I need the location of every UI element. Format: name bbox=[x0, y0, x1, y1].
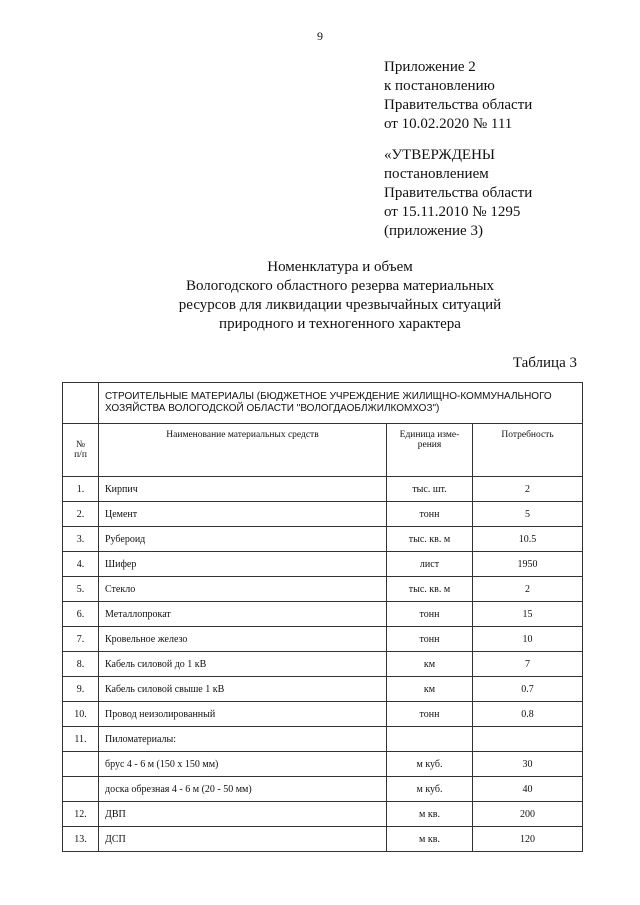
row-need: 30 bbox=[473, 752, 583, 777]
row-need: 1950 bbox=[473, 552, 583, 577]
row-name: Стекло bbox=[99, 577, 387, 602]
row-name: Рубероид bbox=[99, 527, 387, 552]
table-row bbox=[63, 702, 583, 727]
row-unit: тонн bbox=[387, 502, 473, 527]
row-unit: тонн bbox=[387, 602, 473, 627]
row-need: 5 bbox=[473, 502, 583, 527]
row-need: 200 bbox=[473, 802, 583, 827]
table-row bbox=[63, 627, 583, 652]
row-name: Металлопрокат bbox=[99, 602, 387, 627]
table-row bbox=[63, 827, 583, 852]
header-unit-line1: Единица изме- bbox=[399, 430, 460, 440]
row-unit bbox=[387, 727, 473, 752]
row-num: 9. bbox=[63, 677, 99, 702]
table-row bbox=[63, 727, 583, 752]
row-name: Цемент bbox=[99, 502, 387, 527]
table-row bbox=[63, 552, 583, 577]
header-unit bbox=[387, 424, 473, 477]
header-row bbox=[63, 424, 583, 477]
title-line: Номенклатура и объем bbox=[267, 259, 413, 275]
row-num: 11. bbox=[63, 727, 99, 752]
row-unit: тонн bbox=[387, 702, 473, 727]
table-row bbox=[63, 527, 583, 552]
row-name: Кровельное железо bbox=[99, 627, 387, 652]
row-unit: км bbox=[387, 652, 473, 677]
row-name: Пиломатериалы: bbox=[99, 727, 387, 752]
table-row bbox=[63, 652, 583, 677]
row-num: 6. bbox=[63, 602, 99, 627]
row-num: 8. bbox=[63, 652, 99, 677]
page-number: 9 bbox=[317, 29, 323, 43]
title-line: природного и техногенного характера bbox=[219, 316, 461, 332]
row-unit: км bbox=[387, 677, 473, 702]
approved-line: «УТВЕРЖДЕНЫ bbox=[384, 147, 496, 163]
row-need: 10.5 bbox=[473, 527, 583, 552]
title-line: Вологодского областного резерва материальных bbox=[186, 278, 494, 294]
header-num bbox=[63, 424, 99, 477]
row-unit: м куб. bbox=[387, 752, 473, 777]
row-need: 7 bbox=[473, 652, 583, 677]
row-need: 2 bbox=[473, 477, 583, 502]
category-title: СТРОИТЕЛЬНЫЕ МАТЕРИАЛЫ (БЮДЖЕТНОЕ УЧРЕЖДЕНИЕ ЖИЛИЩНО-КОММУНАЛЬНОГО ХОЗЯЙСТВА ВОЛОГОДСКОЙ ОБЛАСТИ "ВОЛОГДАОБЛЖИЛКОМХОЗ") bbox=[99, 383, 583, 424]
row-unit: тыс. кв. м bbox=[387, 577, 473, 602]
row-need: 15 bbox=[473, 602, 583, 627]
table-row bbox=[63, 802, 583, 827]
row-unit: м куб. bbox=[387, 777, 473, 802]
row-name: Шифер bbox=[99, 552, 387, 577]
appendix-line: Приложение 2 bbox=[384, 59, 476, 75]
row-name: Кабель силовой свыше 1 кВ bbox=[99, 677, 387, 702]
row-unit: тыс. шт. bbox=[387, 477, 473, 502]
header-unit-line2: рения bbox=[417, 440, 442, 450]
row-unit: тыс. кв. м bbox=[387, 527, 473, 552]
appendix-line: к постановлению bbox=[384, 78, 495, 94]
row-num: 13. bbox=[63, 827, 99, 852]
row-num: 10. bbox=[63, 702, 99, 727]
row-unit: лист bbox=[387, 552, 473, 577]
approved-line: от 15.11.2010 № 1295 bbox=[384, 204, 521, 220]
document-title bbox=[140, 258, 540, 334]
row-name: Кабель силовой до 1 кВ bbox=[99, 652, 387, 677]
row-name: Провод неизолированный bbox=[99, 702, 387, 727]
appendix-line: от 10.02.2020 № 111 bbox=[384, 116, 513, 132]
row-need: 2 bbox=[473, 577, 583, 602]
approved-line: постановлением bbox=[384, 166, 489, 182]
header-name: Наименование материальных средств bbox=[99, 424, 387, 477]
row-name: Кирпич bbox=[99, 477, 387, 502]
row-num: 3. bbox=[63, 527, 99, 552]
table-row bbox=[63, 752, 583, 777]
table-row bbox=[63, 602, 583, 627]
approved-line: Правительства области bbox=[384, 185, 533, 201]
row-unit: м кв. bbox=[387, 827, 473, 852]
row-num bbox=[63, 777, 99, 802]
row-unit: м кв. bbox=[387, 802, 473, 827]
approved-line: (приложение 3) bbox=[384, 223, 483, 239]
row-need bbox=[473, 727, 583, 752]
table-row bbox=[63, 777, 583, 802]
row-num: 7. bbox=[63, 627, 99, 652]
category-empty-cell bbox=[63, 383, 99, 424]
row-unit: тонн bbox=[387, 627, 473, 652]
row-name: брус 4 - 6 м (150 х 150 мм) bbox=[99, 752, 387, 777]
table-row bbox=[63, 677, 583, 702]
row-name: ДСП bbox=[99, 827, 387, 852]
header-num-line1: № bbox=[75, 440, 86, 450]
row-need: 0.7 bbox=[473, 677, 583, 702]
row-need: 120 bbox=[473, 827, 583, 852]
table-row bbox=[63, 577, 583, 602]
row-need: 0.8 bbox=[473, 702, 583, 727]
materials-table bbox=[62, 382, 583, 852]
approved-block bbox=[384, 146, 532, 241]
header-num-line2: п/п bbox=[74, 450, 87, 460]
appendix-block bbox=[384, 58, 532, 134]
table-label: Таблица 3 bbox=[512, 355, 577, 371]
table-row bbox=[63, 502, 583, 527]
appendix-line: Правительства области bbox=[384, 97, 533, 113]
row-num bbox=[63, 752, 99, 777]
row-need: 40 bbox=[473, 777, 583, 802]
row-name: доска обрезная 4 - 6 м (20 - 50 мм) bbox=[99, 777, 387, 802]
row-num: 1. bbox=[63, 477, 99, 502]
title-line: ресурсов для ликвидации чрезвычайных ситуаций bbox=[178, 297, 502, 313]
row-num: 5. bbox=[63, 577, 99, 602]
row-num: 12. bbox=[63, 802, 99, 827]
row-need: 10 bbox=[473, 627, 583, 652]
table-row bbox=[63, 477, 583, 502]
category-row bbox=[63, 383, 583, 424]
row-num: 4. bbox=[63, 552, 99, 577]
row-name: ДВП bbox=[99, 802, 387, 827]
row-num: 2. bbox=[63, 502, 99, 527]
header-need: Потребность bbox=[473, 424, 583, 477]
